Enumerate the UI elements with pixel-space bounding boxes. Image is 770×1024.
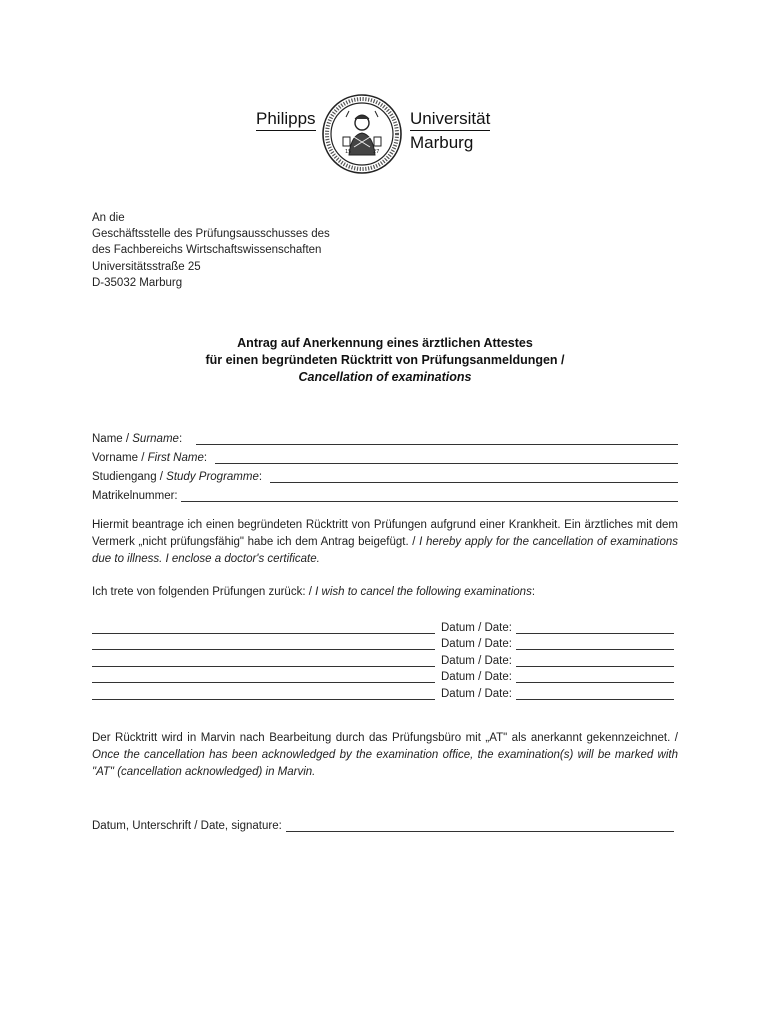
svg-text:15: 15 (345, 149, 352, 155)
address-line: D-35032 Marburg (92, 276, 183, 289)
address-line: Geschäftsstelle des Prüfungsausschusses des (92, 228, 330, 241)
form-title (92, 335, 678, 386)
logo-word-universitaet-marburg (410, 109, 490, 153)
notice-text-de: Der Rücktritt wird in Marvin nach Bearbeitung durch das Prüfungsbüro mit „AT" als anerkannt gekennzeichnet. / (92, 732, 678, 744)
exam-row (92, 667, 678, 684)
exam-list (92, 617, 678, 700)
request-text-de: Hiermit beantrage ich einen begründeten Rücktritt von Prüfungen aufgrund einer Krankheit. Ein ärztliches mit dem Vermerk „nicht prüfungsfähig" habe ich dem Antrag beigefügt. / (92, 519, 678, 548)
exam-date-field[interactable] (516, 621, 674, 634)
exams-intro-de: Ich trete von folgenden Prüfungen zurück: / (92, 586, 316, 598)
matrikel-field[interactable] (181, 488, 678, 502)
firstname-label: Vorname / First Name: (92, 452, 208, 464)
address-line: des Fachbereichs Wirtschaftswissenschaften (92, 244, 322, 257)
signature-row (92, 815, 674, 832)
exam-row (92, 650, 678, 667)
exam-date-label: Datum / Date: (441, 687, 512, 700)
exam-name-field[interactable] (92, 670, 435, 683)
exam-date-field[interactable] (516, 654, 674, 667)
logo-word-universitaet: Universität (410, 109, 490, 131)
exams-intro-en: I wish to cancel the following examinations (315, 586, 532, 598)
programme-field[interactable] (270, 469, 678, 483)
recipient-address (92, 210, 330, 291)
notice-paragraph (92, 730, 678, 781)
university-seal-icon (321, 93, 403, 175)
svg-text:27: 27 (373, 149, 380, 155)
logo-word-philipps: Philipps (256, 109, 316, 131)
exam-name-field[interactable] (92, 637, 435, 650)
firstname-row (92, 445, 678, 464)
exam-row (92, 634, 678, 651)
exam-date-field[interactable] (516, 687, 674, 700)
notice-text-en: Once the cancellation has been acknowledged by the examination office, the examination(s) will be marked with "AT" (cancellation acknowledged) in Marvin. (92, 749, 678, 778)
exam-date-field[interactable] (516, 637, 674, 650)
programme-row (92, 464, 678, 483)
university-logo (250, 93, 510, 175)
title-line-2: für einen begründeten Rücktritt von Prüfungsanmeldungen / (205, 353, 565, 367)
exam-date-field[interactable] (516, 670, 674, 683)
logo-word-marburg: Marburg (410, 133, 474, 152)
exam-date-label: Datum / Date: (441, 654, 512, 667)
exam-row (92, 683, 678, 700)
firstname-field[interactable] (215, 450, 678, 464)
exam-row (92, 617, 678, 634)
title-line-1: Antrag auf Anerkennung eines ärztlichen Attestes (237, 336, 533, 350)
exam-name-field[interactable] (92, 621, 435, 634)
matrikel-label: Matrikelnummer: (92, 490, 178, 502)
request-text-en: I hereby apply for the cancellation of examinations due to illness. I enclose a doctor's certificate. (92, 536, 678, 565)
surname-row (92, 426, 678, 445)
request-paragraph (92, 517, 678, 568)
exam-name-field[interactable] (92, 687, 435, 700)
surname-label: Name / Surname: (92, 433, 183, 445)
title-line-3: Cancellation of examinations (298, 370, 472, 384)
matrikel-row (92, 483, 678, 502)
exam-date-label: Datum / Date: (441, 671, 512, 683)
programme-label: Studiengang / Study Programme: (92, 471, 263, 483)
exam-date-label: Datum / Date: (441, 638, 512, 650)
exam-date-label: Datum / Date: (441, 621, 512, 634)
exam-name-field[interactable] (92, 654, 435, 667)
address-line: An die (92, 212, 125, 224)
signature-label: Datum, Unterschrift / Date, signature: (92, 820, 282, 832)
signature-field[interactable] (286, 819, 674, 832)
surname-field[interactable] (196, 431, 678, 445)
address-line: Universitätsstraße 25 (92, 260, 201, 273)
exams-intro: Ich trete von folgenden Prüfungen zurück: / I wish to cancel the following examinations: (92, 586, 536, 598)
personal-fields (92, 426, 678, 502)
